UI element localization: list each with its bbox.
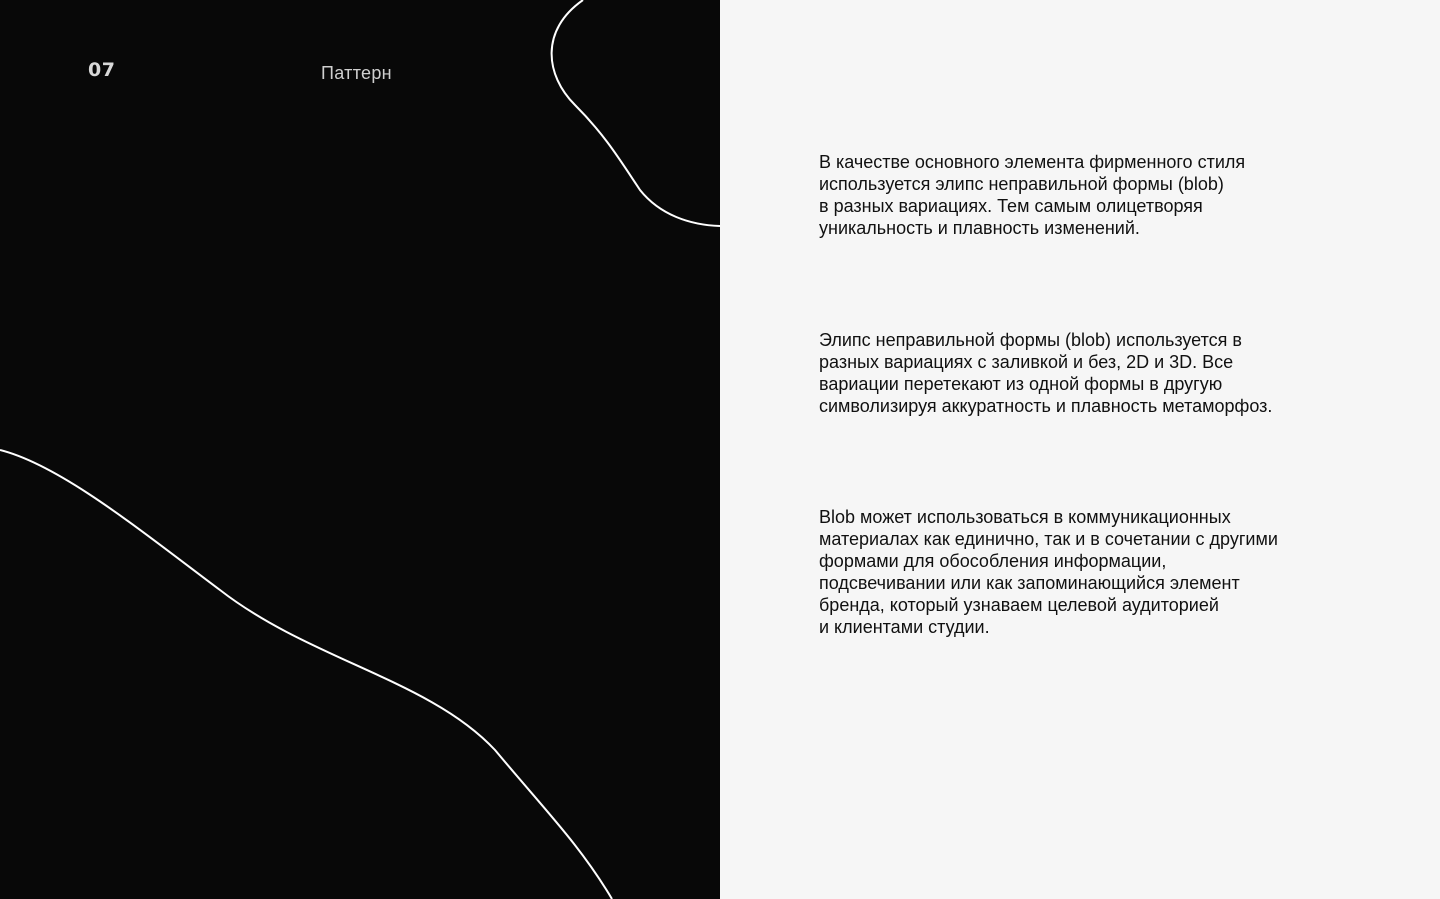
blob-curve-bottom — [0, 450, 612, 899]
paragraph-blob-main-element: В качестве основного элемента фирменного стиля используется элипс неправильной формы (blob) в разных вариациях. Тем самым олицетворяя уникальность и плавность изменений. — [819, 152, 1246, 238]
paragraph-blob-variations: Элипс неправильной формы (blob) используется в разных вариациях с заливкой и без, 2D и 3D. Все вариации перетекают из одной формы в другую символизируя аккуратность и плавность метаморфоз. — [819, 330, 1273, 416]
section-title: Паттерн — [321, 63, 392, 83]
right-light-panel — [720, 0, 1440, 899]
paragraph-blob-usage: Blob может использоваться в коммуникационных материалах как единично, так и в сочетании с другими формами для обособления информации, подсвечивании или как запоминающийся элемент бренда, который узнаваем целевой аудиторией и клиентами студии. — [819, 507, 1278, 637]
blob-curve-top-right — [552, 0, 720, 226]
page-number: 07 — [88, 59, 116, 81]
